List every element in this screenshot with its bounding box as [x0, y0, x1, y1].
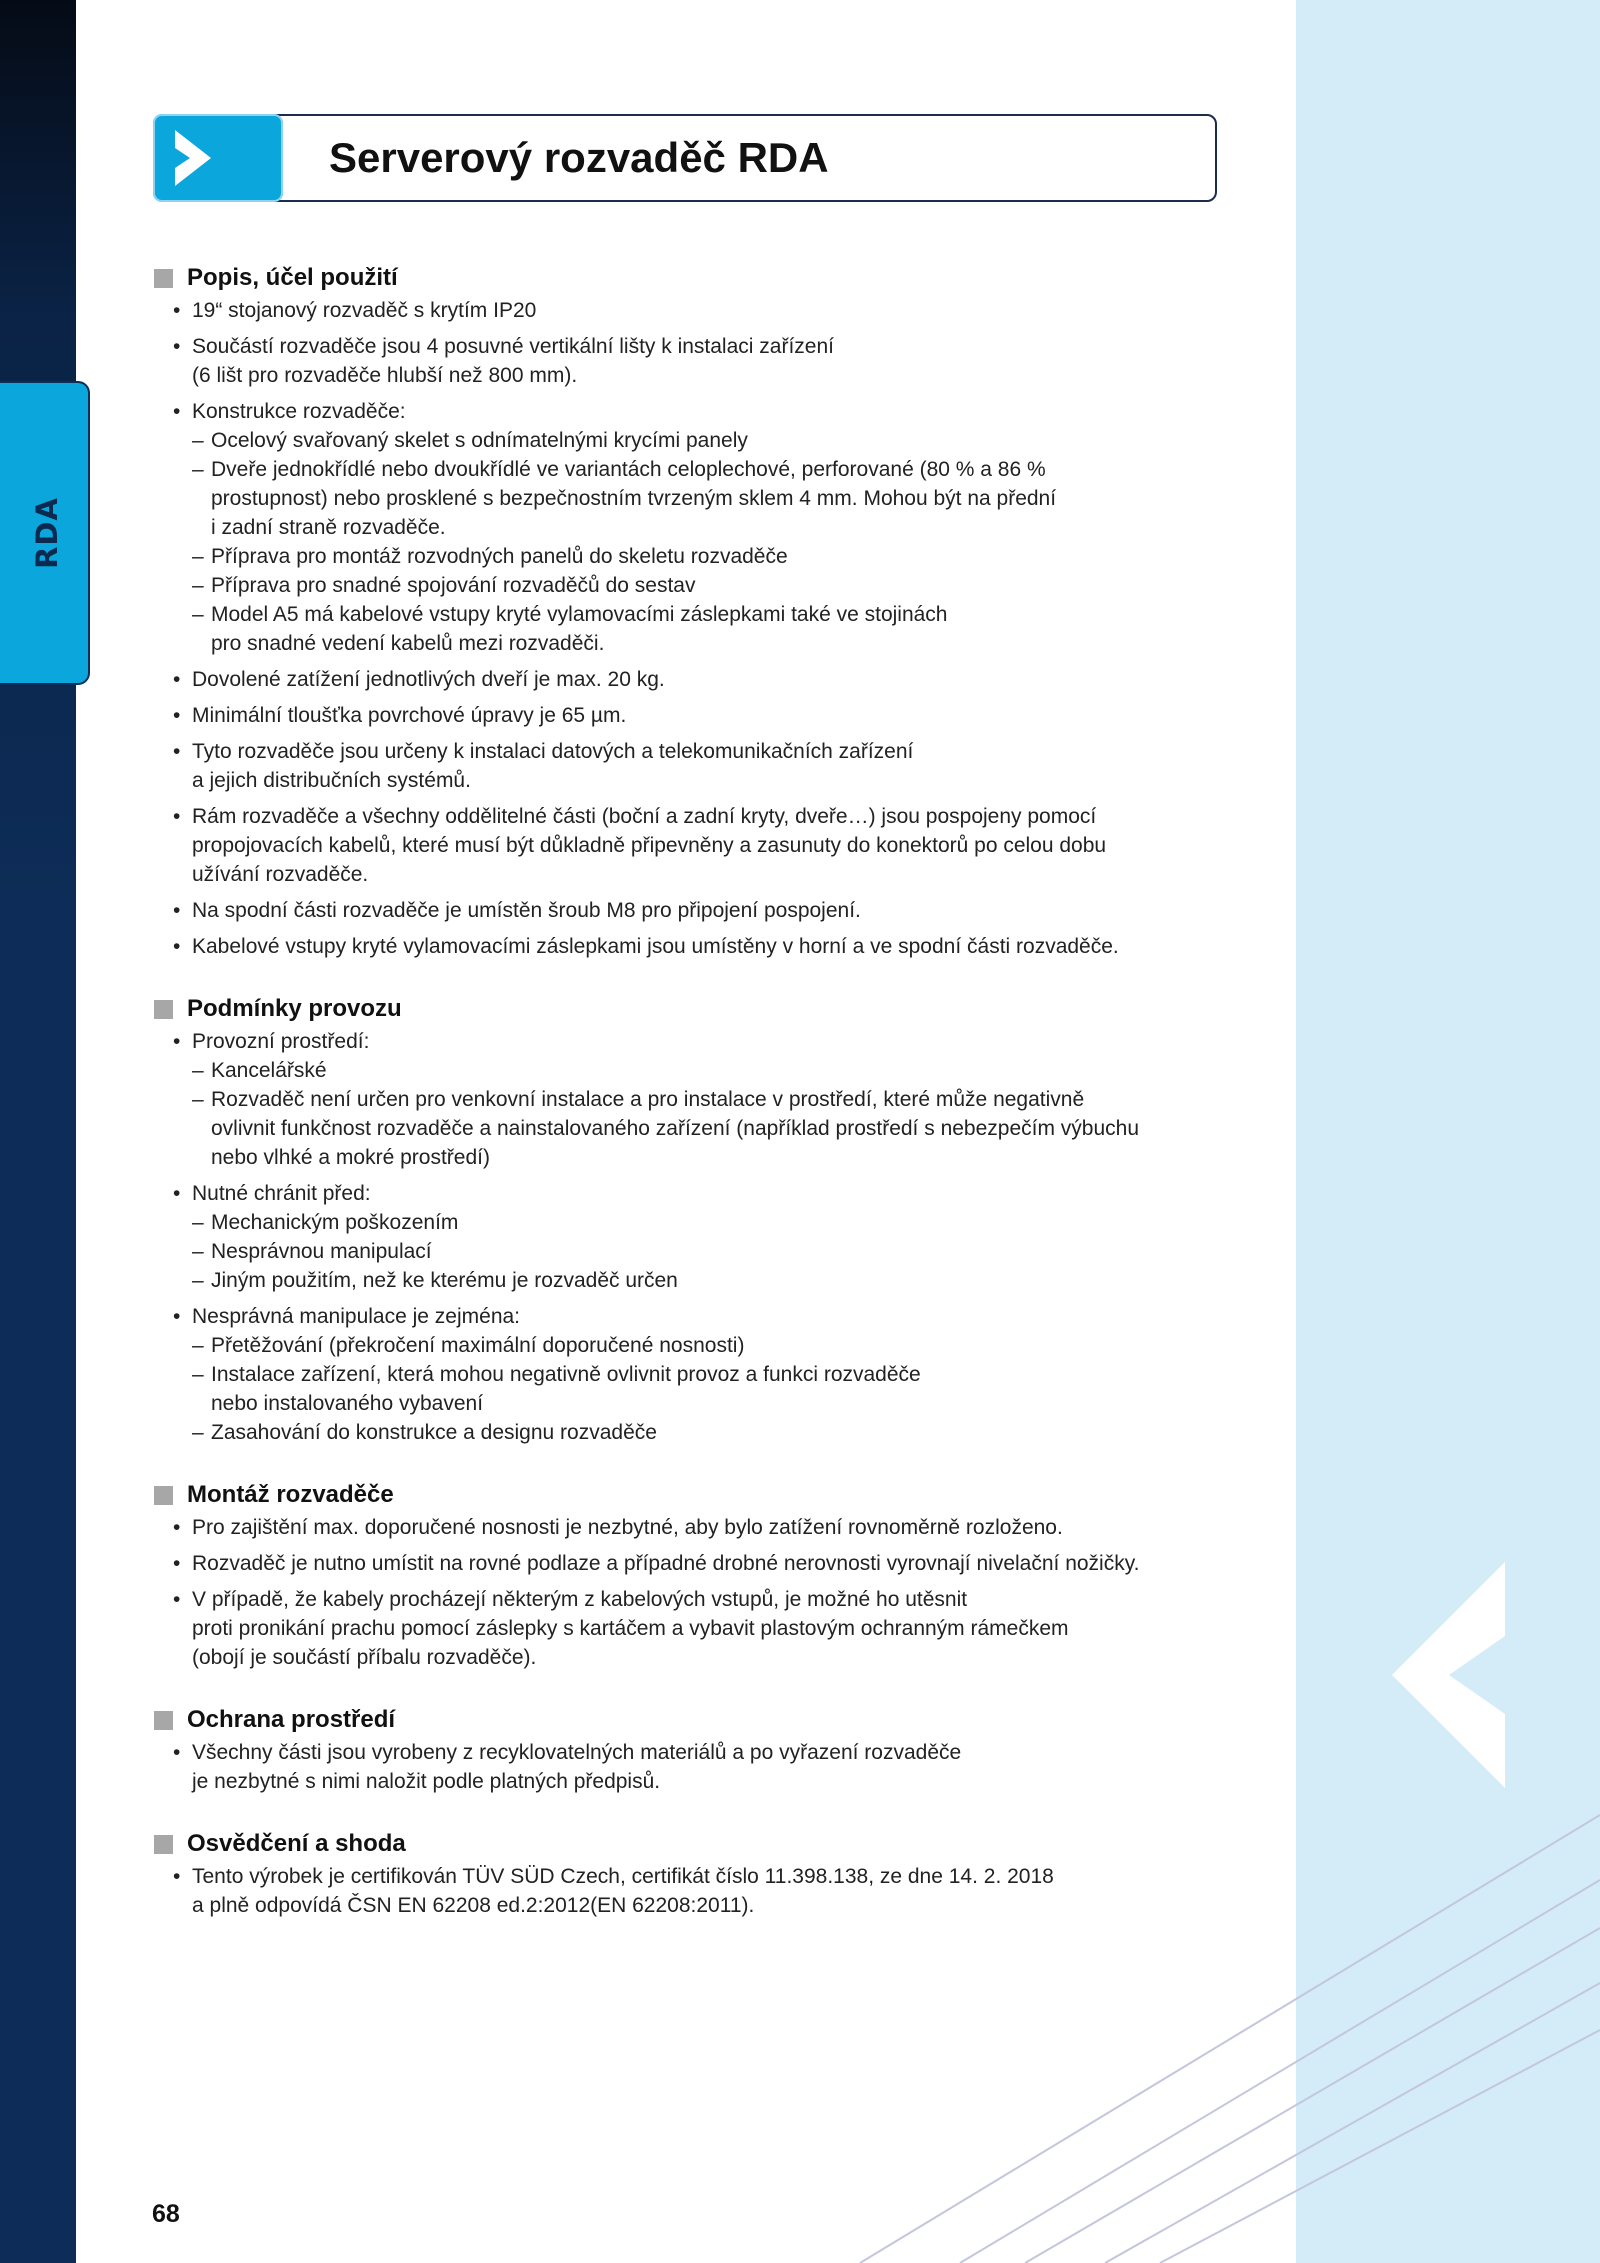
- text-line: • 19“ stojanový rozvaděč s krytím IP20: [192, 299, 537, 322]
- text-line: • Dovolené zatížení jednotlivých dveří je max. 20 kg.: [192, 668, 665, 691]
- chevron-right-icon: [153, 114, 283, 202]
- list-item: [172, 701, 1224, 730]
- text-line: – Přetěžování (překročení maximální doporučené nosnosti): [211, 1334, 745, 1357]
- list-item: [172, 1513, 1224, 1542]
- sub-list-item: [192, 542, 1224, 571]
- list-item: [172, 1549, 1224, 1578]
- text-line: • Součástí rozvaděče jsou 4 posuvné vertikální lišty k instalaci zařízení: [192, 335, 834, 358]
- section-title: Osvědčení a shoda: [187, 1830, 406, 1857]
- sub-list-item: [192, 600, 1224, 658]
- text-line: – Příprava pro montáž rozvodných panelů do skeletu rozvaděče: [211, 545, 788, 568]
- page-title: Serverový rozvaděč RDA: [329, 134, 829, 181]
- title-arrow-badge: [153, 114, 283, 202]
- text-line: ovlivnit funkčnost rozvaděče a nainstalovaného zařízení (například prostředí s nebezpečím výbuchu: [211, 1117, 1140, 1140]
- text-line: a plně odpovídá ČSN EN 62208 ed.2:2012(EN 62208:2011).: [192, 1894, 755, 1917]
- bullet-list: [154, 1027, 1224, 1447]
- sub-list: [192, 1331, 1224, 1447]
- list-item: [172, 1738, 1224, 1796]
- text-line: • Tento výrobek je certifikován TÜV SÜD Czech, certifikát číslo 11.398.138, ze dne 14. 2. 2018: [192, 1865, 1054, 1888]
- text-line: – Zasahování do konstrukce a designu rozvaděče: [211, 1421, 657, 1444]
- text-line: nebo instalovaného vybavení: [211, 1392, 484, 1415]
- text-line: nebo vlhké a mokré prostředí): [211, 1146, 490, 1169]
- text-line: (obojí je součástí příbalu rozvaděče).: [192, 1646, 537, 1669]
- list-item: [172, 932, 1224, 961]
- bullet-list: [154, 1738, 1224, 1796]
- sub-list: [192, 1056, 1224, 1172]
- text-line: • Tyto rozvaděče jsou určeny k instalaci datových a telekomunikačních zařízení: [192, 740, 914, 763]
- list-item: [172, 296, 1224, 325]
- sub-list: [192, 426, 1224, 658]
- text-line: – Ocelový svařovaný skelet s odnímatelnými krycími panely: [211, 429, 748, 452]
- title-box: [153, 114, 1217, 202]
- text-line: – Nesprávnou manipulací: [211, 1240, 432, 1263]
- list-item: [172, 1302, 1224, 1447]
- section-header: [154, 1702, 1224, 1738]
- section-header: [154, 260, 1224, 296]
- section-title: Podmínky provozu: [187, 995, 402, 1022]
- section-square-icon: [154, 1000, 173, 1019]
- text-line: • Minimální tloušťka povrchové úpravy je 65 µm.: [192, 704, 627, 727]
- text-line: • Rám rozvaděče a všechny oddělitelné části (boční a zadní kryty, dveře…) jsou pospojeny pomocí: [192, 805, 1097, 828]
- list-item: [172, 397, 1224, 658]
- sub-list-item: [192, 1208, 1224, 1237]
- section: [154, 1826, 1224, 1920]
- text-line: • Nesprávná manipulace je zejména:: [192, 1305, 521, 1328]
- text-line: i zadní straně rozvaděče.: [211, 516, 446, 539]
- list-item: [172, 737, 1224, 795]
- section-title: Ochrana prostředí: [187, 1706, 396, 1733]
- text-line: • Kabelové vstupy kryté vylamovacími záslepkami jsou umístěny v horní a ve spodní části rozvaděče.: [192, 935, 1119, 958]
- section-square-icon: [154, 1711, 173, 1730]
- bullet-list: [154, 1513, 1224, 1672]
- section-header: [154, 1826, 1224, 1862]
- sub-list-item: [192, 1331, 1224, 1360]
- text-line: – Rozvaděč není určen pro venkovní instalace a pro instalace v prostředí, které může negativně: [211, 1088, 1085, 1111]
- sub-list-item: [192, 426, 1224, 455]
- text-line: – Instalace zařízení, která mohou negativně ovlivnit provoz a funkci rozvaděče: [211, 1363, 921, 1386]
- section: [154, 991, 1224, 1447]
- text-line: • Rozvaděč je nutno umístit na rovné podlaze a případné drobné nerovnosti vyrovnají nivelační nožičky.: [192, 1552, 1140, 1575]
- list-item: [172, 665, 1224, 694]
- text-line: • Na spodní části rozvaděče je umístěn šroub M8 pro připojení pospojení.: [192, 899, 861, 922]
- text-line: • Provozní prostředí:: [192, 1030, 370, 1053]
- text-line: (6 lišt pro rozvaděče hlubší než 800 mm).: [192, 364, 578, 387]
- bullet-list: [154, 296, 1224, 961]
- text-line: – Dveře jednokřídlé nebo dvoukřídlé ve variantách celoplechové, perforované (80 % a 86 %: [211, 458, 1046, 481]
- list-item: [172, 1585, 1224, 1672]
- section-header: [154, 1477, 1224, 1513]
- right-decor-panel: [1296, 0, 1600, 2263]
- text-line: – Jiným použitím, než ke kterému je rozvaděč určen: [211, 1269, 678, 1292]
- sub-list-item: [192, 455, 1224, 542]
- text-line: proti pronikání prachu pomocí záslepky s kartáčem a vybavit plastovým ochranným rámečkem: [192, 1617, 1069, 1640]
- text-line: a jejich distribučních systémů.: [192, 769, 471, 792]
- section-title: Popis, účel použití: [187, 264, 398, 291]
- text-line: • Konstrukce rozvaděče:: [192, 400, 406, 423]
- sub-list-item: [192, 1418, 1224, 1447]
- sub-list-item: [192, 1237, 1224, 1266]
- section-header: [154, 991, 1224, 1027]
- text-line: – Model A5 má kabelové vstupy kryté vylamovacími záslepkami také ve stojinách: [211, 603, 948, 626]
- text-line: pro snadné vedení kabelů mezi rozvaděči.: [211, 632, 605, 655]
- text-line: prostupnost) nebo prosklené s bezpečnostním tvrzeným sklem 4 mm. Mohou být na přední: [211, 487, 1057, 510]
- text-line: • Všechny části jsou vyrobeny z recyklovatelných materiálů a po vyřazení rozvaděče: [192, 1741, 962, 1764]
- sub-list-item: [192, 1266, 1224, 1295]
- content-area: [154, 260, 1224, 1950]
- sub-list-item: [192, 1085, 1224, 1172]
- list-item: [172, 1027, 1224, 1172]
- sub-list-item: [192, 1360, 1224, 1418]
- sub-list-item: [192, 1056, 1224, 1085]
- section-title: Montáž rozvaděče: [187, 1481, 394, 1508]
- text-line: užívání rozvaděče.: [192, 863, 369, 886]
- text-line: • Nutné chránit před:: [192, 1182, 371, 1205]
- section: [154, 260, 1224, 961]
- side-tab-label: RDA: [30, 497, 64, 569]
- section: [154, 1477, 1224, 1672]
- text-line: – Kancelářské: [211, 1059, 327, 1082]
- list-item: [172, 1179, 1224, 1295]
- list-item: [172, 1862, 1224, 1920]
- list-item: [172, 802, 1224, 889]
- page-number: 68: [152, 2200, 180, 2228]
- text-line: propojovacích kabelů, které musí být důkladně připevněny a zasunuty do konektorů po celou dobu: [192, 834, 1107, 857]
- left-sidebar-band: [0, 0, 76, 2263]
- list-item: [172, 332, 1224, 390]
- section-square-icon: [154, 1835, 173, 1854]
- text-line: • Pro zajištění max. doporučené nosnosti je nezbytné, aby bylo zatížení rovnoměrně rozloženo.: [192, 1516, 1063, 1539]
- section: [154, 1702, 1224, 1796]
- section-square-icon: [154, 1486, 173, 1505]
- text-line: – Mechanickým poškozením: [211, 1211, 459, 1234]
- section-square-icon: [154, 269, 173, 288]
- list-item: [172, 896, 1224, 925]
- text-line: je nezbytné s nimi naložit podle platných předpisů.: [192, 1770, 661, 1793]
- sub-list: [192, 1208, 1224, 1295]
- bullet-list: [154, 1862, 1224, 1920]
- text-line: – Příprava pro snadné spojování rozvaděčů do sestav: [211, 574, 696, 597]
- text-line: • V případě, že kabely procházejí některým z kabelových vstupů, je možné ho utěsnit: [192, 1588, 968, 1611]
- sub-list-item: [192, 571, 1224, 600]
